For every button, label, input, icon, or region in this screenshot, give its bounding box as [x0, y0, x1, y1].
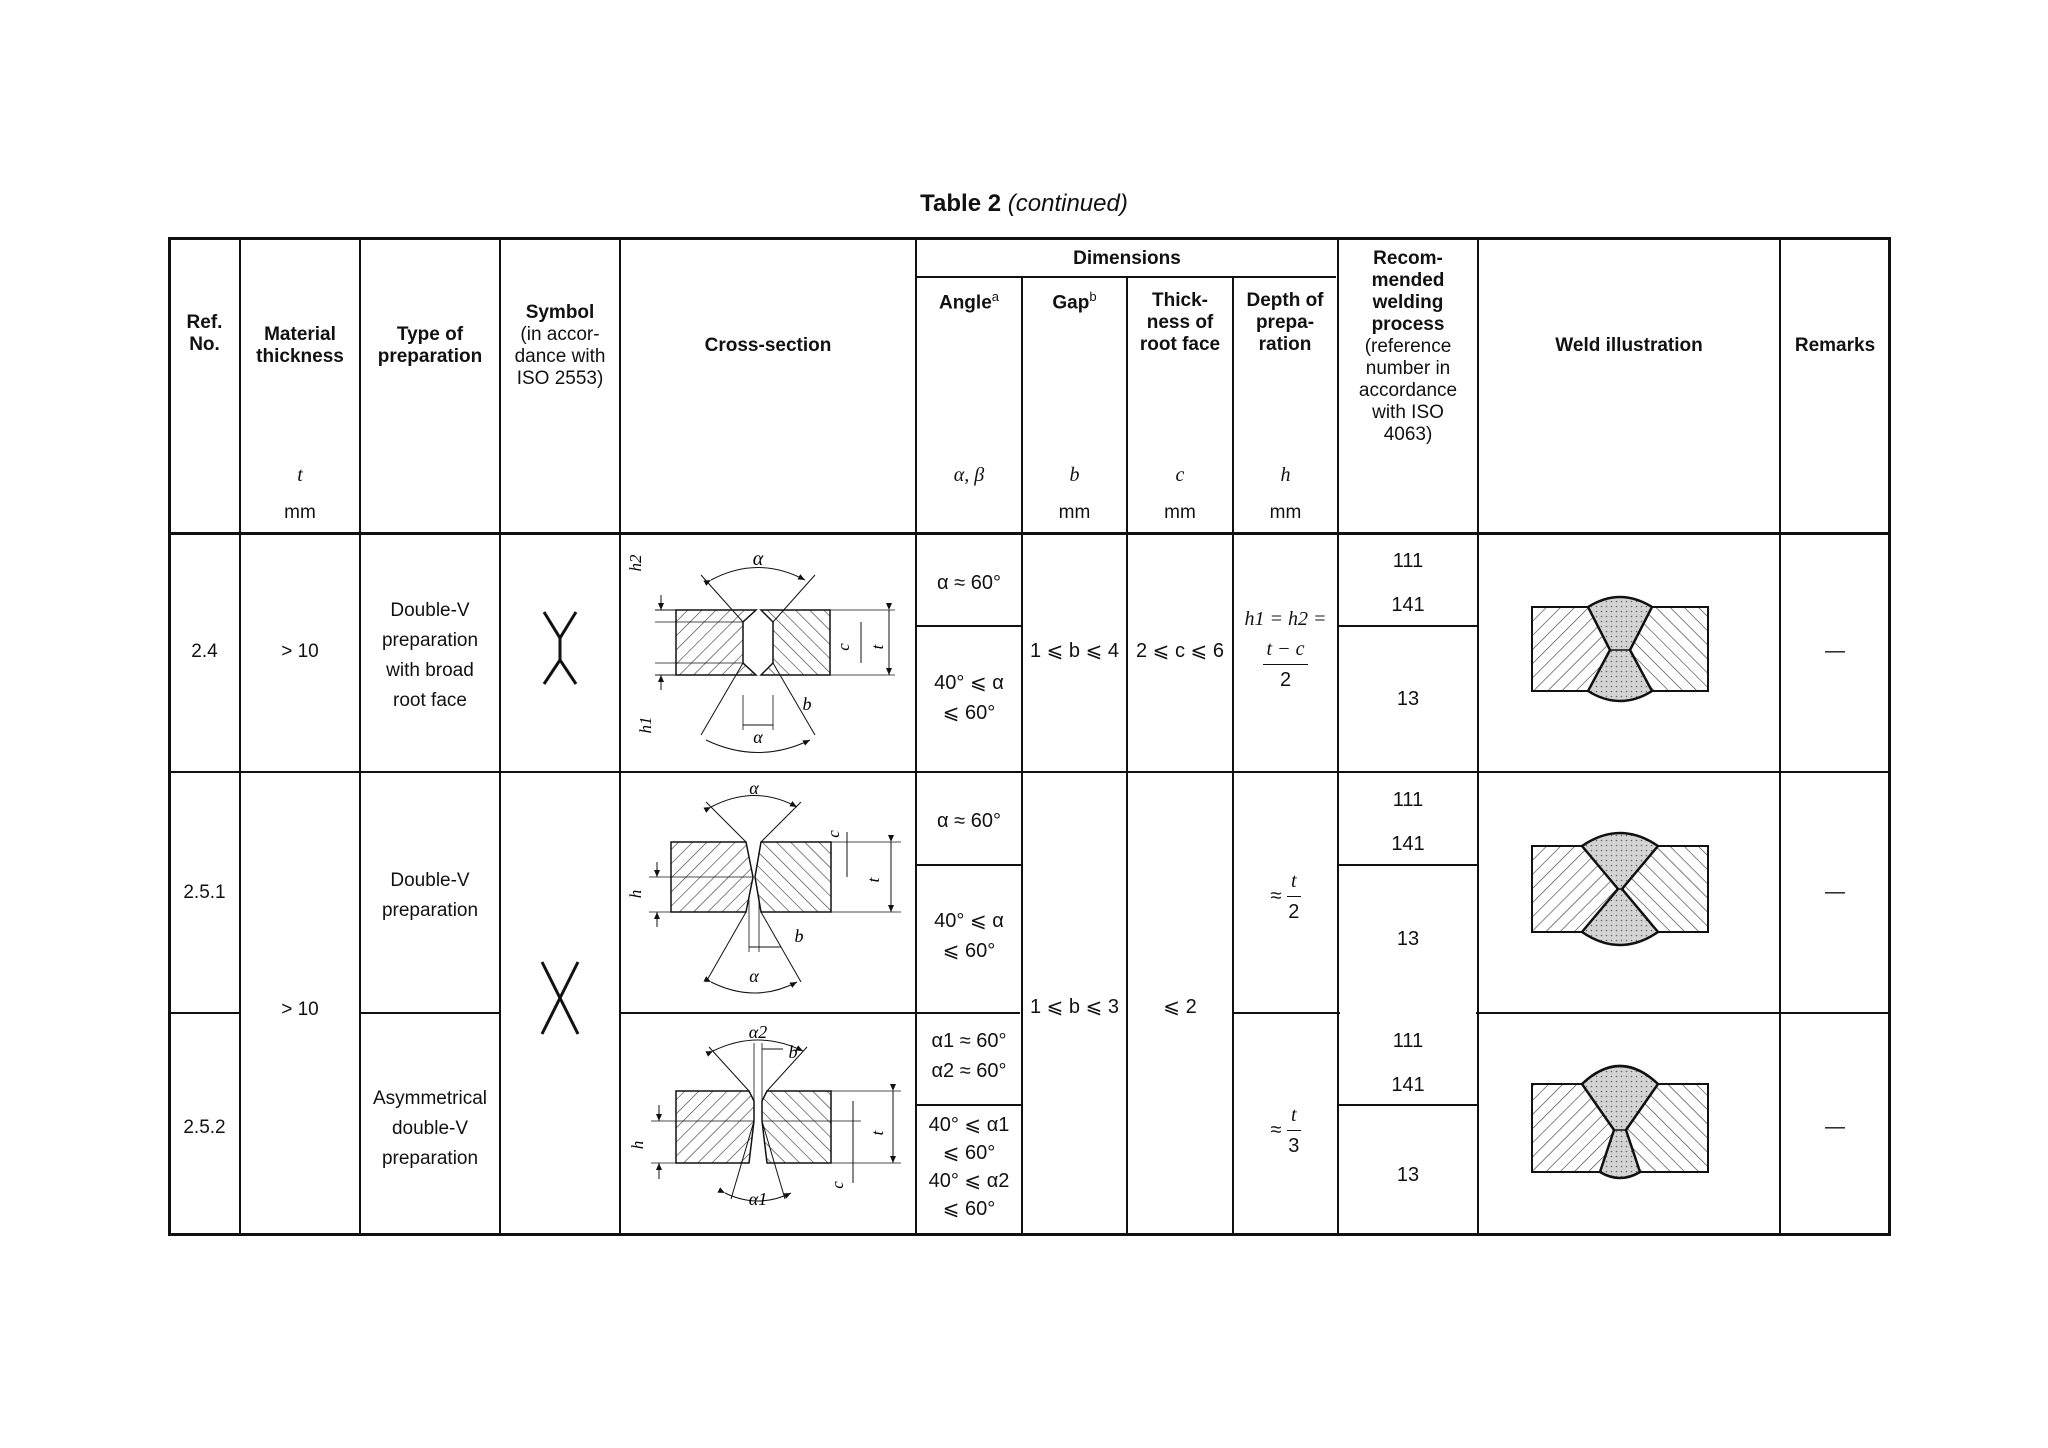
row-2-5-1-angle-range-a: 40° ⩽ α: [934, 910, 1004, 932]
row-2-4-angle-range-b: ⩽ 60°: [942, 702, 996, 724]
symbol-double-y: [540, 608, 580, 688]
row-2-5-1-preparation: Double-V preparation: [381, 870, 479, 921]
header-depth-unit: mm: [1269, 502, 1302, 523]
row-2-4-gap: 1 ⩽ b ⩽ 4: [1029, 640, 1120, 662]
header-process-note: (reference number in accordance with ISO 4063): [1358, 336, 1458, 445]
cross-section-2-5-1: [621, 772, 915, 1012]
row-2-5-2-process-111: 111: [1392, 1030, 1424, 1052]
row-2-4-process-111: 111: [1392, 550, 1424, 572]
header-remarks: Remarks: [1794, 335, 1876, 356]
row-2-4-depth: h1 = h2 = $\frac{t - c}{2}$: [1244, 608, 1327, 691]
svg-text:h1: h1: [636, 716, 655, 734]
row-2-5-2-process-141: 141: [1391, 1074, 1425, 1096]
row-2-5-2-range-alpha2-a: 40° ⩽ α2: [928, 1170, 1010, 1192]
row-separator-2d: [1232, 1012, 1340, 1014]
row-2-5-2-range-alpha1-a: 40° ⩽ α1: [928, 1114, 1010, 1136]
svg-text:h: h: [628, 1140, 647, 1150]
header-type-of-preparation: Type of preparation: [377, 324, 483, 367]
row-2-5-1-process-13: 13: [1396, 928, 1420, 950]
row-2-5-root-face: ⩽ 2: [1163, 996, 1197, 1018]
header-dimensions: Dimensions: [1073, 248, 1181, 269]
table-title: Table 2 (continued): [920, 190, 1128, 217]
row-2-5-1-angle: α ≈ 60°: [937, 810, 1001, 832]
header-angle: Angle$^a$: [938, 289, 999, 314]
cross-section-2-4: [621, 535, 915, 771]
row-2-5-1-ref: 2.5.1: [183, 882, 226, 903]
svg-text:α: α: [753, 727, 763, 747]
header-depth-symbol: h: [1280, 464, 1291, 486]
header-depth: Depth of prepa-ration: [1246, 290, 1324, 355]
row-2-4-preparation: Double-V preparation with broad root face: [381, 600, 479, 711]
svg-text:c: c: [824, 830, 843, 838]
row-2-5-1-angle-range-b: ⩽ 60°: [942, 940, 996, 962]
header-gap-unit: mm: [1058, 502, 1091, 523]
row-separator-1: [168, 771, 1891, 773]
header-gap: Gap$^b$: [1052, 289, 1097, 314]
svg-text:α2: α2: [748, 1022, 768, 1042]
svg-text:α: α: [749, 778, 759, 798]
row-2-4-angle: α ≈ 60°: [937, 572, 1001, 594]
svg-text:t: t: [868, 644, 887, 650]
header-root-face: Thick-ness of root face: [1139, 290, 1221, 355]
svg-text:b: b: [802, 694, 812, 714]
weld-illustration-2-5-2: [1530, 1060, 1720, 1180]
row-2-5-1-remarks: —: [1825, 881, 1845, 903]
symbol-double-v: [538, 958, 582, 1038]
row-2-5-1-process-141: 141: [1391, 833, 1425, 855]
header-angle-symbol: α, β: [953, 464, 985, 486]
header-cross-section: Cross-section: [704, 335, 832, 356]
header-weld-illustration: Weld illustration: [1555, 335, 1703, 356]
row-2-5-2-range-alpha2-b: ⩽ 60°: [942, 1198, 996, 1220]
row-separator-2b: [360, 1012, 500, 1014]
header-root-face-symbol: c: [1175, 464, 1185, 486]
row-2-4-ref: 2.4: [191, 641, 218, 662]
svg-text:b: b: [794, 926, 804, 946]
svg-text:c: c: [828, 1181, 847, 1189]
svg-text:α: α: [749, 966, 759, 986]
weld-illustration-2-5-1: [1530, 834, 1720, 944]
row-2-4-thickness: > 10: [281, 641, 319, 662]
header-welding-process: Recom-mended welding process: [1371, 248, 1445, 335]
svg-text:t: t: [864, 877, 883, 883]
weld-illustration-2-4: [1530, 595, 1720, 705]
svg-text:t: t: [868, 1130, 887, 1136]
row-2-4-process-13: 13: [1396, 688, 1420, 710]
header-thickness-unit: mm: [284, 502, 316, 523]
row-2-4-root-face: 2 ⩽ c ⩽ 6: [1136, 640, 1224, 662]
header-material-thickness: Material thickness: [256, 324, 344, 367]
row-separator-2e: [1476, 1012, 1891, 1014]
row-2-5-gap: 1 ⩽ b ⩽ 3: [1029, 996, 1120, 1018]
row-2-5-2-range-alpha1-b: ⩽ 60°: [942, 1142, 996, 1164]
row-2-4-remarks: —: [1825, 640, 1845, 662]
svg-text:h: h: [626, 889, 645, 899]
svg-text:h2: h2: [626, 554, 645, 572]
row-2-5-2-ref: 2.5.2: [183, 1117, 226, 1138]
cross-section-2-5-2: [621, 1013, 915, 1235]
svg-text:b: b: [788, 1042, 798, 1062]
row-2-5-2-remarks: —: [1825, 1116, 1845, 1138]
header-root-face-unit: mm: [1164, 502, 1196, 523]
row-2-4-angle-range-a: 40° ⩽ α: [934, 672, 1004, 694]
svg-text:α1: α1: [748, 1189, 768, 1209]
header-symbol-note: (in accor-dance with ISO 2553): [514, 324, 606, 389]
header-thickness-symbol: t: [297, 464, 303, 486]
row-2-4-process-141: 141: [1391, 594, 1425, 616]
row-2-5-1-process-111: 111: [1392, 789, 1424, 811]
svg-text:α: α: [752, 548, 764, 570]
row-2-5-2-angle-alpha1: α1 ≈ 60°: [931, 1030, 1007, 1052]
row-separator-2a: [168, 1012, 240, 1014]
row-2-5-2-preparation: Asymmetrical double-V preparation: [372, 1088, 487, 1169]
row-2-5-thickness: > 10: [281, 999, 319, 1020]
row-2-5-1-depth: ≈ $\frac{t}{2}$: [1234, 866, 1337, 927]
row-2-5-2-process-13: 13: [1396, 1164, 1420, 1186]
header-symbol: Symbol: [525, 302, 595, 323]
header-ref-no: Ref. No.: [186, 312, 223, 355]
row-2-5-2-depth: ≈ $\frac{t}{3}$: [1234, 1100, 1337, 1161]
header-gap-symbol: b: [1069, 464, 1080, 486]
header-separator: [168, 532, 1891, 535]
svg-text:c: c: [834, 643, 853, 651]
row-2-5-2-angle-alpha2: α2 ≈ 60°: [931, 1060, 1007, 1082]
